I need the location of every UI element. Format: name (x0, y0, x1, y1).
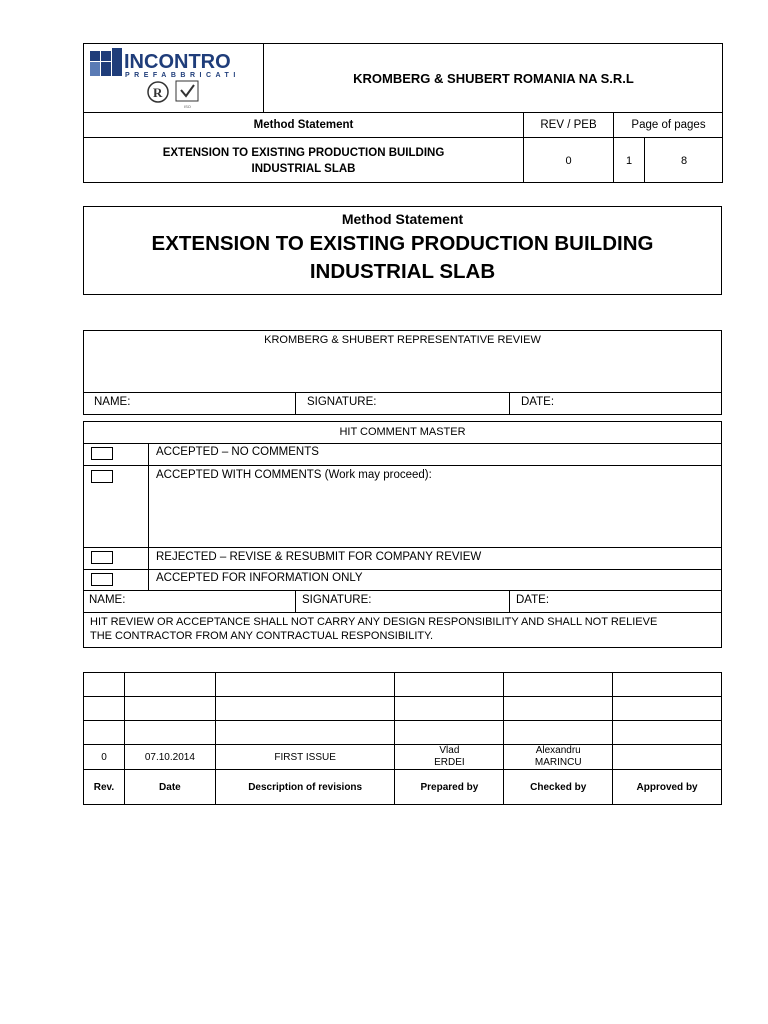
revision-row (84, 745, 722, 770)
hit-divider (83, 443, 722, 444)
hit-name-label: NAME: (89, 594, 126, 606)
header-date: Date (124, 770, 215, 805)
hit-divider (148, 443, 149, 591)
accepted-no-comments-checkbox[interactable] (91, 447, 113, 460)
representative-review-title: KROMBERG & SHUBERT REPRESENTATIVE REVIEW (264, 333, 541, 346)
hit-date-label: DATE: (516, 594, 550, 606)
document-title-line1: EXTENSION TO EXISTING PRODUCTION BUILDING (151, 232, 654, 255)
revision-date: 07.10.2014 (124, 745, 215, 770)
pages-value: 8 (680, 154, 688, 167)
accepted-for-information-checkbox[interactable] (91, 573, 113, 586)
title-box-subtitle: Method Statement (341, 211, 464, 227)
revision-header-row (84, 770, 722, 805)
svg-text:ISO: ISO (184, 104, 191, 109)
rev-peb-label: REV / PEB (540, 119, 597, 131)
company-logo (88, 46, 260, 110)
header-rev: Rev. (84, 770, 125, 805)
hit-divider (295, 590, 296, 612)
review-name-label: NAME: (94, 396, 131, 408)
logo-mark-icon (88, 46, 260, 110)
option-accepted-no-comments: ACCEPTED – NO COMMENTS (156, 446, 319, 458)
header-description: Description of revisions (215, 770, 395, 805)
revision-prepared-by (395, 745, 504, 770)
review-signature-label: SIGNATURE: (307, 396, 377, 408)
title-box (83, 206, 722, 295)
option-rejected: REJECTED – REVISE & RESUBMIT FOR COMPANY REVIEW (156, 551, 482, 563)
header-title-line2: INDUSTRIAL SLAB (251, 162, 356, 175)
accepted-with-comments-checkbox[interactable] (91, 470, 113, 483)
revision-checked-by (504, 745, 613, 770)
table-row (84, 721, 722, 745)
page-value: 1 (625, 154, 633, 167)
rev-value: 0 (565, 154, 572, 167)
hit-divider (83, 569, 722, 570)
disclaimer-text (90, 615, 718, 643)
revision-rev: 0 (84, 745, 125, 770)
checked-by-first: Alexandru (535, 745, 581, 756)
hit-divider (83, 590, 722, 591)
header-checked-by: Checked by (504, 770, 613, 805)
checked-by-last: MARINCU (534, 757, 582, 768)
review-divider (83, 392, 722, 393)
prepared-by-last: ERDEI (434, 757, 465, 768)
rejected-checkbox[interactable] (91, 551, 113, 564)
revision-approved-by (613, 745, 722, 770)
revision-description: FIRST ISSUE (215, 745, 395, 770)
disclaimer-line2: THE CONTRACTOR FROM ANY CONTRACTUAL RESPONSIBILITY. (90, 630, 434, 642)
header-title-line1: EXTENSION TO EXISTING PRODUCTION BUILDING (162, 146, 445, 159)
document-title-line2: INDUSTRIAL SLAB (309, 260, 496, 283)
table-row (84, 673, 722, 697)
option-accepted-with-comments: ACCEPTED WITH COMMENTS (Work may proceed): (156, 469, 432, 481)
method-statement-label: Method Statement (253, 119, 354, 131)
review-divider (509, 392, 510, 415)
hit-divider (83, 547, 722, 548)
review-divider (295, 392, 296, 415)
svg-text:R: R (153, 85, 163, 100)
hit-comment-master-title: HIT COMMENT MASTER (339, 426, 466, 438)
revision-table (83, 672, 722, 805)
review-date-label: DATE: (521, 396, 555, 408)
option-accepted-for-information: ACCEPTED FOR INFORMATION ONLY (156, 572, 363, 584)
prepared-by-first: Vlad (439, 745, 460, 756)
table-row (84, 697, 722, 721)
header-approved-by: Approved by (613, 770, 722, 805)
header-prepared-by: Prepared by (395, 770, 504, 805)
logo-name: INCONTRO (124, 51, 231, 73)
disclaimer-line1: HIT REVIEW OR ACCEPTANCE SHALL NOT CARRY ANY DESIGN RESPONSIBILITY AND SHALL NOT RELIEVE (90, 616, 658, 628)
hit-divider (83, 612, 722, 613)
svg-text:PREFABBRICATI: PREFABBRICATI (125, 72, 240, 79)
header-title (84, 138, 523, 183)
company-name: KROMBERG & SHUBERT ROMANIA NA S.R.L (353, 70, 634, 86)
hit-signature-label: SIGNATURE: (302, 594, 372, 606)
hit-divider (83, 465, 722, 466)
page-of-pages-label: Page of pages (631, 119, 706, 131)
hit-divider (509, 590, 510, 612)
